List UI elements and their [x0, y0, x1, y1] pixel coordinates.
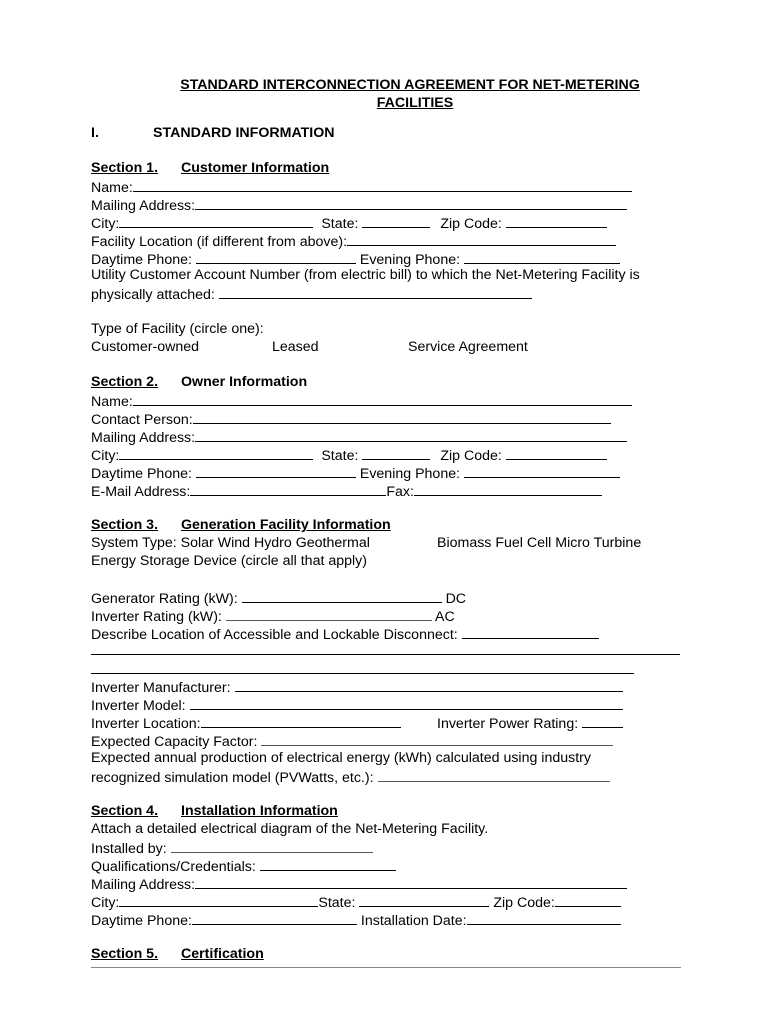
s3-inv-power-row: [437, 713, 623, 733]
s2-city-row: [91, 445, 607, 463]
s4-city-label: City:: [91, 895, 120, 911]
s4-zip-label: Zip Code:: [493, 895, 555, 911]
s3-gen-rating-label: Generator Rating (kW):: [91, 591, 238, 607]
s2-mailing-field[interactable]: [195, 427, 627, 442]
section-2-heading: Owner Information: [181, 374, 308, 390]
s3-annual-line-1: Expected annual production of electrical energy (kWh) calculated using industry: [91, 750, 591, 766]
section-3-number: Section 3.: [91, 517, 159, 533]
s2-zip-label: Zip Code:: [440, 448, 502, 464]
s1-zip-field[interactable]: [506, 213, 607, 228]
s1-city-field[interactable]: [119, 213, 313, 228]
s3-disconnect-line-3[interactable]: [91, 673, 634, 674]
s3-storage: Energy Storage Device (circle all that apply): [91, 553, 367, 569]
s1-facility-loc-label: Facility Location (if different from above):: [91, 234, 348, 250]
s4-day-phone-label: Daytime Phone:: [91, 913, 192, 929]
s3-inv-model-row: [91, 695, 623, 713]
s2-email-field[interactable]: [190, 481, 386, 496]
s3-inv-power-field[interactable]: [582, 713, 623, 728]
s3-inv-rating-field[interactable]: [226, 606, 432, 621]
s1-account-row: [91, 284, 532, 302]
s4-mailing-label: Mailing Address:: [91, 877, 196, 893]
s2-city-label: City:: [91, 448, 120, 464]
s2-name-field[interactable]: [133, 391, 632, 406]
s2-day-phone-label: Daytime Phone:: [91, 466, 192, 482]
s4-phone-row: [91, 910, 621, 928]
s1-city-row: [91, 213, 607, 231]
s1-option-leased[interactable]: Leased: [272, 339, 319, 355]
s1-city-label: City:: [91, 216, 120, 232]
s3-cap-factor-row: [91, 731, 613, 749]
section-1-heading: Customer Information: [181, 160, 330, 176]
s3-inv-mfr-row: [91, 677, 623, 695]
s4-install-date-label: Installation Date:: [360, 913, 467, 929]
s3-dc-label: DC: [445, 591, 467, 607]
s1-zip-label: Zip Code:: [440, 216, 502, 232]
s4-state-label: State:: [318, 895, 356, 911]
s1-mailing-field[interactable]: [195, 195, 627, 210]
s2-contact-label: Contact Person:: [91, 412, 193, 428]
s3-disconnect-line-2[interactable]: [91, 654, 680, 655]
s1-name-row: [91, 177, 632, 195]
form-title-line-1: STANDARD INTERCONNECTION AGREEMENT FOR NET-METERING: [180, 77, 640, 93]
s4-quals-field[interactable]: [260, 856, 396, 871]
s3-gen-rating-row: [91, 588, 466, 606]
s1-facility-loc-row: [91, 231, 616, 249]
form-title-line-2: FACILITIES: [376, 95, 454, 111]
s3-annual-label: recognized simulation model (PVWatts, etc.):: [91, 770, 374, 786]
s2-fax-field[interactable]: [414, 481, 602, 496]
s2-day-phone-field[interactable]: [196, 463, 356, 478]
s1-eve-phone-label: Evening Phone:: [359, 252, 461, 268]
section-4-heading: Installation Information: [181, 803, 338, 819]
s1-mailing-row: [91, 195, 627, 213]
s1-state-label: State:: [321, 216, 359, 232]
s1-facility-loc-field[interactable]: [347, 231, 616, 246]
s1-eve-phone-field[interactable]: [464, 249, 620, 264]
section-4-number: Section 4.: [91, 803, 159, 819]
s1-account-label: physically attached:: [91, 287, 215, 303]
s1-phone-row: [91, 249, 620, 267]
s2-email-label: E-Mail Address:: [91, 484, 191, 500]
section-5-heading: Certification: [181, 946, 264, 962]
s2-city-field[interactable]: [119, 445, 313, 460]
s1-type-label: Type of Facility (circle one):: [91, 321, 264, 337]
s1-name-label: Name:: [91, 180, 133, 196]
section-3-heading: Generation Facility Information: [181, 517, 391, 533]
s1-account-field[interactable]: [219, 284, 532, 299]
s1-day-phone-field[interactable]: [196, 249, 356, 264]
s1-account-line-1: Utility Customer Account Number (from electric bill) to which the Net-Metering Facility is: [91, 267, 640, 283]
s2-fax-label: Fax:: [386, 484, 414, 500]
s4-installed-by-field[interactable]: [171, 838, 373, 853]
s4-installed-by-row: [91, 838, 373, 856]
s3-inv-model-label: Inverter Model:: [91, 698, 186, 714]
s2-mailing-label: Mailing Address:: [91, 430, 196, 446]
s3-inv-loc-label: Inverter Location:: [91, 716, 201, 732]
s2-email-row: [91, 481, 602, 499]
s3-inv-mfr-field[interactable]: [235, 677, 623, 692]
s2-eve-phone-label: Evening Phone:: [359, 466, 461, 482]
s3-annual-row: [91, 767, 610, 785]
s1-day-phone-label: Daytime Phone:: [91, 252, 192, 268]
s4-installed-by-label: Installed by:: [91, 841, 167, 857]
s1-name-field[interactable]: [133, 177, 632, 192]
s3-disconnect-label: Describe Location of Accessible and Lockable Disconnect:: [91, 627, 458, 643]
s1-state-field[interactable]: [362, 213, 430, 228]
part-number: I.: [91, 125, 99, 141]
section-2-number: Section 2.: [91, 374, 159, 390]
s2-eve-phone-field[interactable]: [464, 463, 620, 478]
s3-ac-label: AC: [435, 609, 455, 625]
s4-mailing-field[interactable]: [195, 874, 627, 889]
s4-city-field[interactable]: [119, 892, 318, 907]
s3-inv-loc-row: [91, 713, 401, 731]
s4-mailing-row: [91, 874, 627, 892]
section-5-number: Section 5.: [91, 946, 159, 962]
s4-city-row: [91, 892, 621, 910]
s3-annual-field[interactable]: [378, 767, 610, 782]
part-heading: STANDARD INFORMATION: [153, 125, 335, 141]
s1-option-service-agreement[interactable]: Service Agreement: [408, 339, 528, 355]
s2-phone-row: [91, 463, 620, 481]
s4-quals-label: Qualifications/Credentials:: [91, 859, 256, 875]
s3-inv-rating-row: [91, 606, 455, 624]
s3-cap-factor-label: Expected Capacity Factor:: [91, 734, 258, 750]
s2-name-row: [91, 391, 632, 409]
s2-mailing-row: [91, 427, 627, 445]
s3-inv-loc-field[interactable]: [201, 713, 401, 728]
s2-contact-field[interactable]: [193, 409, 611, 424]
s3-inv-model-field[interactable]: [190, 695, 623, 710]
s3-disconnect-field[interactable]: [462, 624, 599, 639]
s4-attach-text: Attach a detailed electrical diagram of the Net-Metering Facility.: [91, 821, 489, 837]
s2-zip-field[interactable]: [506, 445, 607, 460]
s1-mailing-label: Mailing Address:: [91, 198, 196, 214]
page-bottom-divider: [91, 967, 681, 968]
s2-contact-row: [91, 409, 611, 427]
s3-cap-factor-field[interactable]: [261, 731, 613, 746]
s3-gen-rating-field[interactable]: [242, 588, 442, 603]
s3-system-type-more: Biomass Fuel Cell Micro Turbine: [437, 535, 642, 551]
s4-zip-field[interactable]: [555, 892, 621, 907]
s3-inv-rating-label: Inverter Rating (kW):: [91, 609, 222, 625]
s4-install-date-field[interactable]: [467, 910, 621, 925]
s3-disconnect-row: [91, 624, 599, 642]
s1-option-customer-owned[interactable]: Customer-owned: [91, 339, 200, 355]
s3-system-type: System Type: Solar Wind Hydro Geothermal: [91, 535, 370, 551]
s2-name-label: Name:: [91, 394, 133, 410]
s2-state-field[interactable]: [362, 445, 430, 460]
s3-inv-power-label: Inverter Power Rating:: [437, 716, 579, 732]
s4-day-phone-field[interactable]: [192, 910, 357, 925]
s4-state-field[interactable]: [359, 892, 489, 907]
s4-quals-row: [91, 856, 396, 874]
s3-inv-mfr-label: Inverter Manufacturer:: [91, 680, 231, 696]
s2-state-label: State:: [321, 448, 359, 464]
section-1-number: Section 1.: [91, 160, 159, 176]
